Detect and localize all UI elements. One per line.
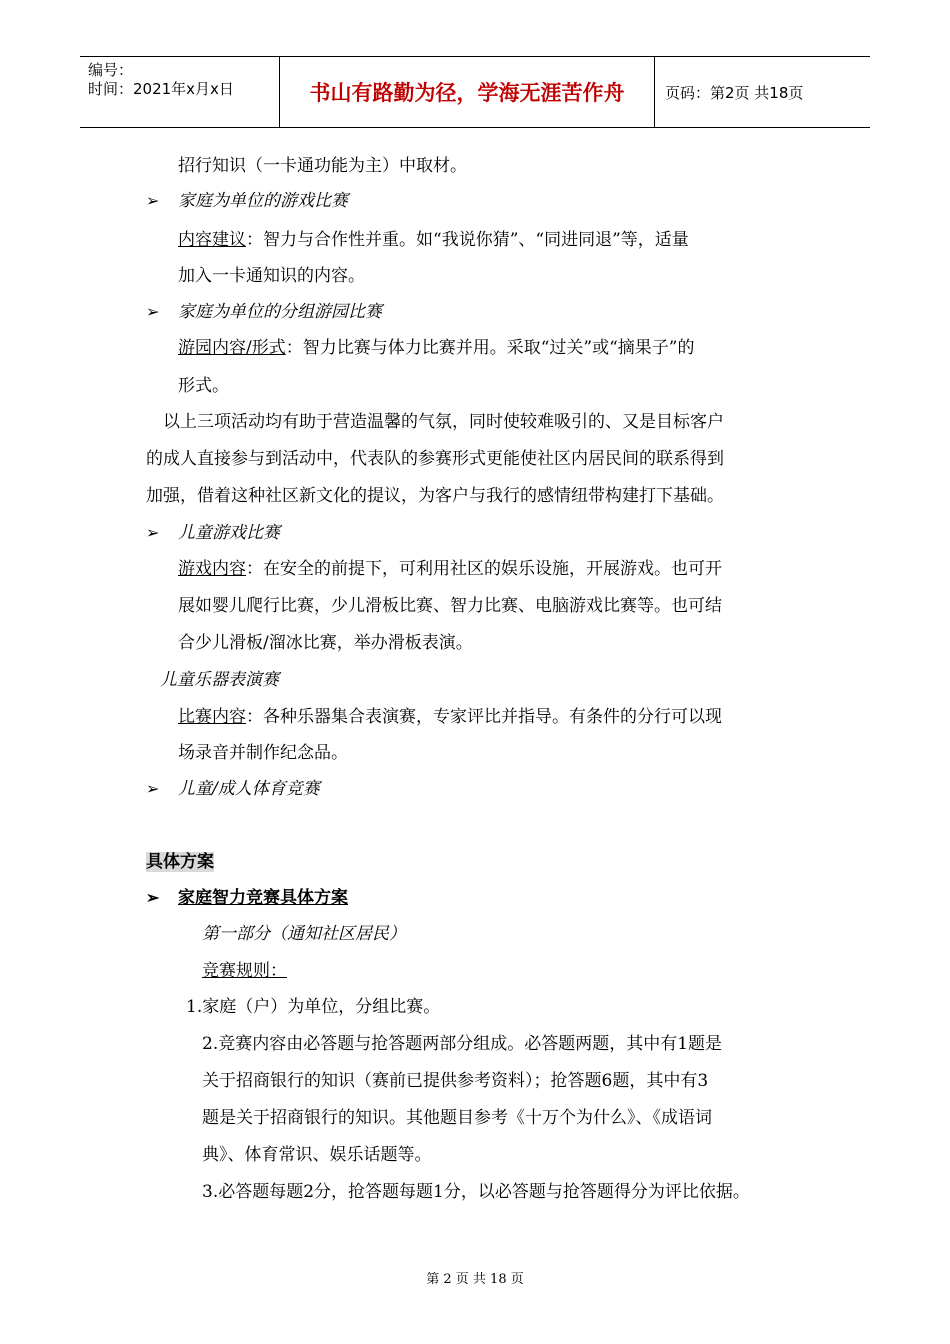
text-line: 比赛内容：各种乐器集合表演赛，专家评比并指导。有条件的分行可以现 xyxy=(178,707,722,727)
paragraph-line: 加强，借着这种社区新文化的提议，为客户与我行的感情纽带构建打下基础。 xyxy=(146,486,724,506)
number-label: 编号： xyxy=(88,61,134,79)
text-line: 招行知识（一卡通功能为主）中取材。 xyxy=(178,156,467,176)
header-meta xyxy=(80,57,280,127)
text-line: 形式。 xyxy=(178,376,229,396)
arrow-bullet-icon: ➢ xyxy=(146,888,160,907)
header-page-info: 页码：第2页 共18页 xyxy=(665,83,804,102)
bullet-heading: 儿童/成人体育竞赛 xyxy=(178,779,320,799)
bullet-heading: 儿童游戏比赛 xyxy=(178,523,280,543)
document-header xyxy=(80,56,870,128)
section-heading: 具体方案 xyxy=(146,852,214,872)
plan-heading: 家庭智力竞赛具体方案 xyxy=(178,888,348,908)
time-label: 时间：2021年x月x日 xyxy=(88,80,234,98)
bullet-heading: 家庭为单位的分组游园比赛 xyxy=(178,302,382,322)
arrow-bullet-icon: ➢ xyxy=(146,302,160,321)
rule-line: 关于招商银行的知识（赛前已提供参考资料）；抢答题6题，其中有3 xyxy=(202,1071,709,1091)
paragraph-line: 以上三项活动均有助于营造温馨的气氛，同时使较难吸引的、又是目标客户 xyxy=(163,412,724,432)
rule-line: 1.家庭（户）为单位，分组比赛。 xyxy=(186,997,441,1017)
text-line: 游戏内容：在安全的前提下，可利用社区的娱乐设施，开展游戏。也可开 xyxy=(178,559,722,579)
rule-line: 典》、体育常识、娱乐话题等。 xyxy=(202,1145,432,1165)
header-motto: 书山有路勤为径，学海无涯苦作舟 xyxy=(280,57,655,127)
paragraph-line: 的成人直接参与到活动中，代表队的参赛形式更能使社区内居民间的联系得到 xyxy=(146,449,724,469)
rule-line: 2.竞赛内容由必答题与抢答题两部分组成。必答题两题，其中有1题是 xyxy=(202,1034,723,1054)
text-line: 加入一卡通知识的内容。 xyxy=(178,266,365,286)
page-footer: 第 2 页 共 18 页 xyxy=(426,1272,524,1287)
arrow-bullet-icon: ➢ xyxy=(146,779,160,798)
text-line: 游园内容/形式：智力比赛与体力比赛并用。采取“过关”或“摘果子”的 xyxy=(178,338,695,358)
bullet-heading: 家庭为单位的游戏比赛 xyxy=(178,191,348,211)
rule-line: 题是关于招商银行的知识。其他题目参考《十万个为什么》、《成语词 xyxy=(202,1108,712,1128)
part-heading: 第一部分（通知社区居民） xyxy=(202,924,406,944)
text-line: 展如婴儿爬行比赛，少儿滑板比赛、智力比赛、电脑游戏比赛等。也可结 xyxy=(178,596,722,616)
arrow-bullet-icon: ➢ xyxy=(146,523,160,542)
rule-line: 3.必答题每题2分，抢答题每题1分，以必答题与抢答题得分为评比依据。 xyxy=(202,1182,750,1202)
arrow-bullet-icon: ➢ xyxy=(146,191,160,210)
text-line: 场录音并制作纪念品。 xyxy=(178,743,348,763)
sub-heading: 儿童乐器表演赛 xyxy=(160,670,279,690)
text-line: 合少儿滑板/溜冰比赛，举办滑板表演。 xyxy=(178,633,473,653)
rules-heading: 竞赛规则： xyxy=(202,961,287,981)
text-line: 内容建议：智力与合作性并重。如“我说你猜”、“同进同退”等，适量 xyxy=(178,230,689,250)
